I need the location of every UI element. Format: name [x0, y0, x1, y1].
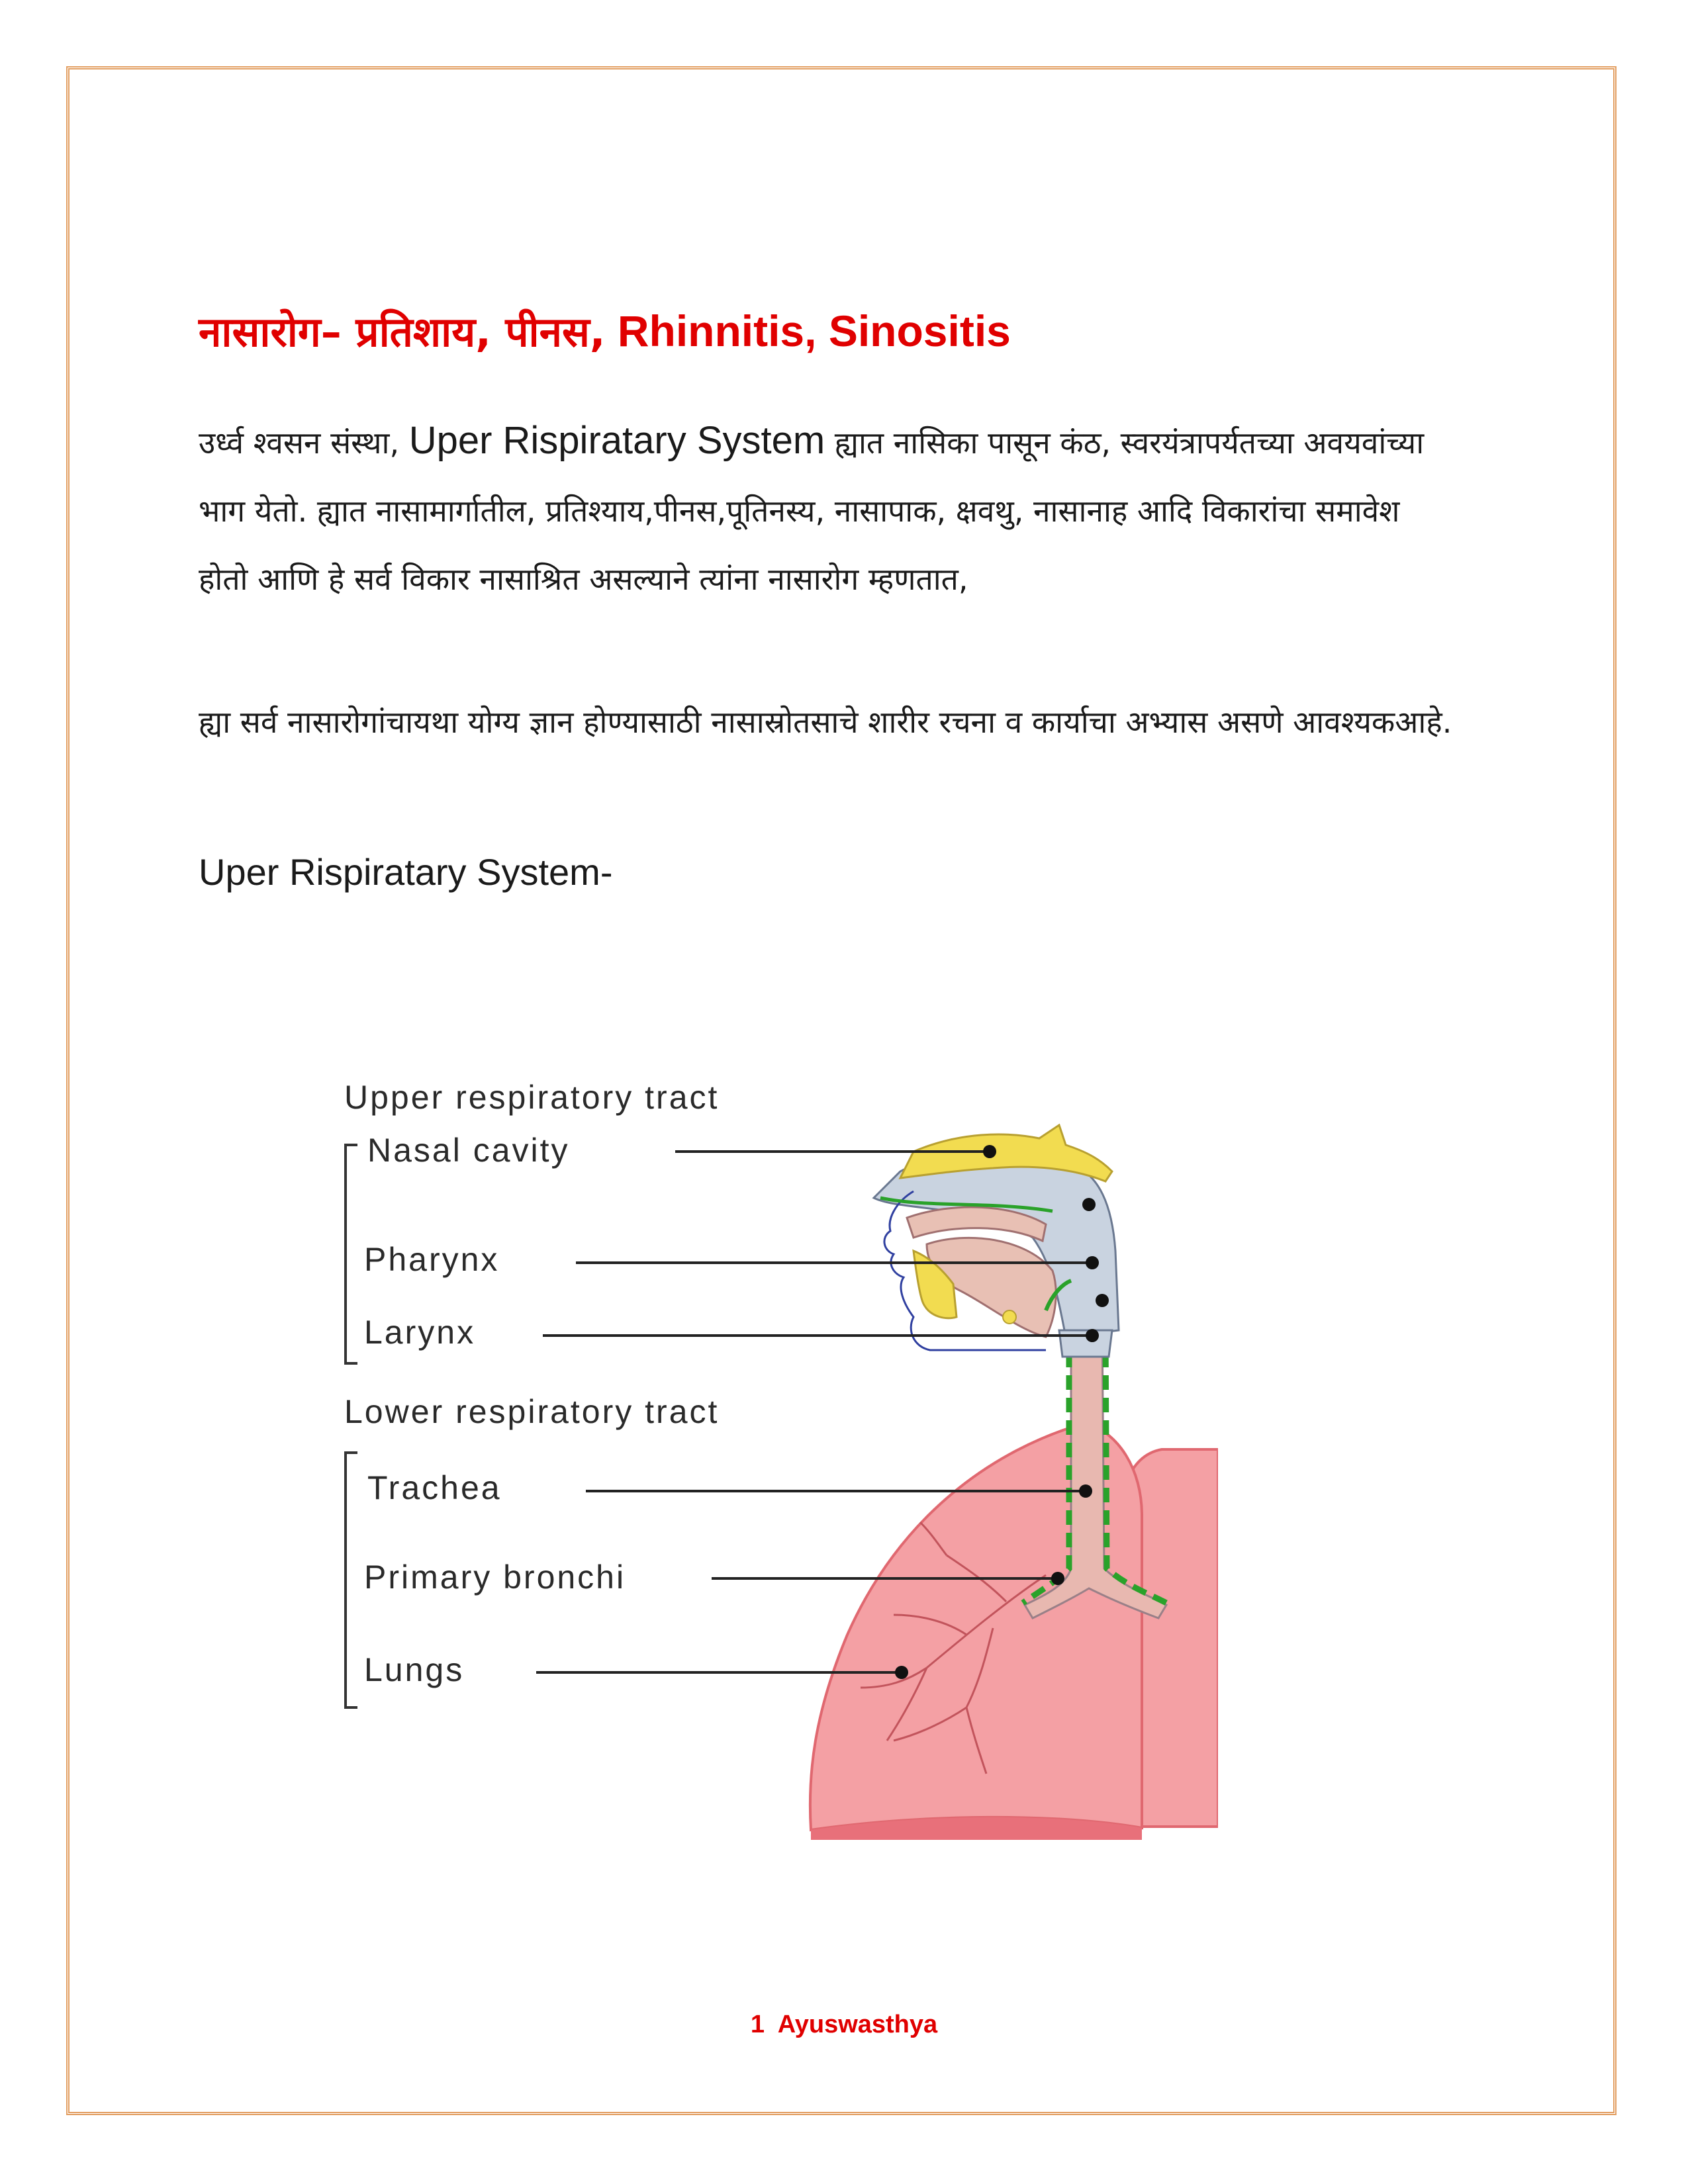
intro-part1: उर्ध्व श्वसन संस्था, — [199, 425, 409, 461]
lower-bracket — [346, 1453, 357, 1707]
section-heading: Uper Rispiratary System- — [199, 851, 613, 893]
lower-tract-heading: Lower respiratory tract — [344, 1393, 720, 1430]
page-number: 1 — [750, 2011, 765, 2038]
label-nasal-cavity: Nasal cavity — [367, 1132, 570, 1169]
upper-tract-heading: Upper respiratory tract — [344, 1079, 720, 1116]
label-lungs: Lungs — [364, 1651, 465, 1688]
title-latin: Rhinnitis, Sinositis — [605, 306, 1011, 355]
page-footer — [0, 2011, 1688, 2039]
label-pharynx: Pharynx — [364, 1241, 500, 1278]
label-larynx: Larynx — [364, 1314, 476, 1351]
page-title — [199, 303, 1011, 359]
label-trachea: Trachea — [367, 1469, 502, 1506]
intro-system-name: Uper Rispiratary System — [408, 419, 825, 462]
study-paragraph: ह्या सर्व नासारोगांचायथा योग्य ज्ञान होण्यासाठी नासास्रोतसाचे शारीर रचना व कार्याचा अभ्यास असणे आवश्यकआहे. — [199, 704, 1452, 740]
title-devanagari: नासारोग– प्रतिशाय, पीनस, — [199, 308, 606, 356]
intro-paragraph — [199, 406, 1456, 614]
respiratory-diagram — [331, 1052, 1218, 1846]
label-primary-bronchi: Primary bronchi — [364, 1559, 626, 1596]
intro-part2: ह्यात नासिका पासून कंठ, स्वरयंत्रापर्यतच्या अवयवांच्या भाग येतो. ह्यात नासामार्गातील, प्रतिश्याय,पीनस,पूतिनस्य, नासापाक, क्षवथु, नासानाह आदि विकारांचा समावेश होतो आणि हे सर्व विकार नासाश्रित असल्याने त्यांना नासारोग म्हणतात, — [199, 425, 1425, 597]
footer-site: Ayuswasthya — [777, 2011, 938, 2038]
hyoid — [1003, 1310, 1016, 1324]
upper-bracket — [346, 1145, 357, 1363]
respiratory-diagram-svg — [331, 1052, 1218, 1846]
